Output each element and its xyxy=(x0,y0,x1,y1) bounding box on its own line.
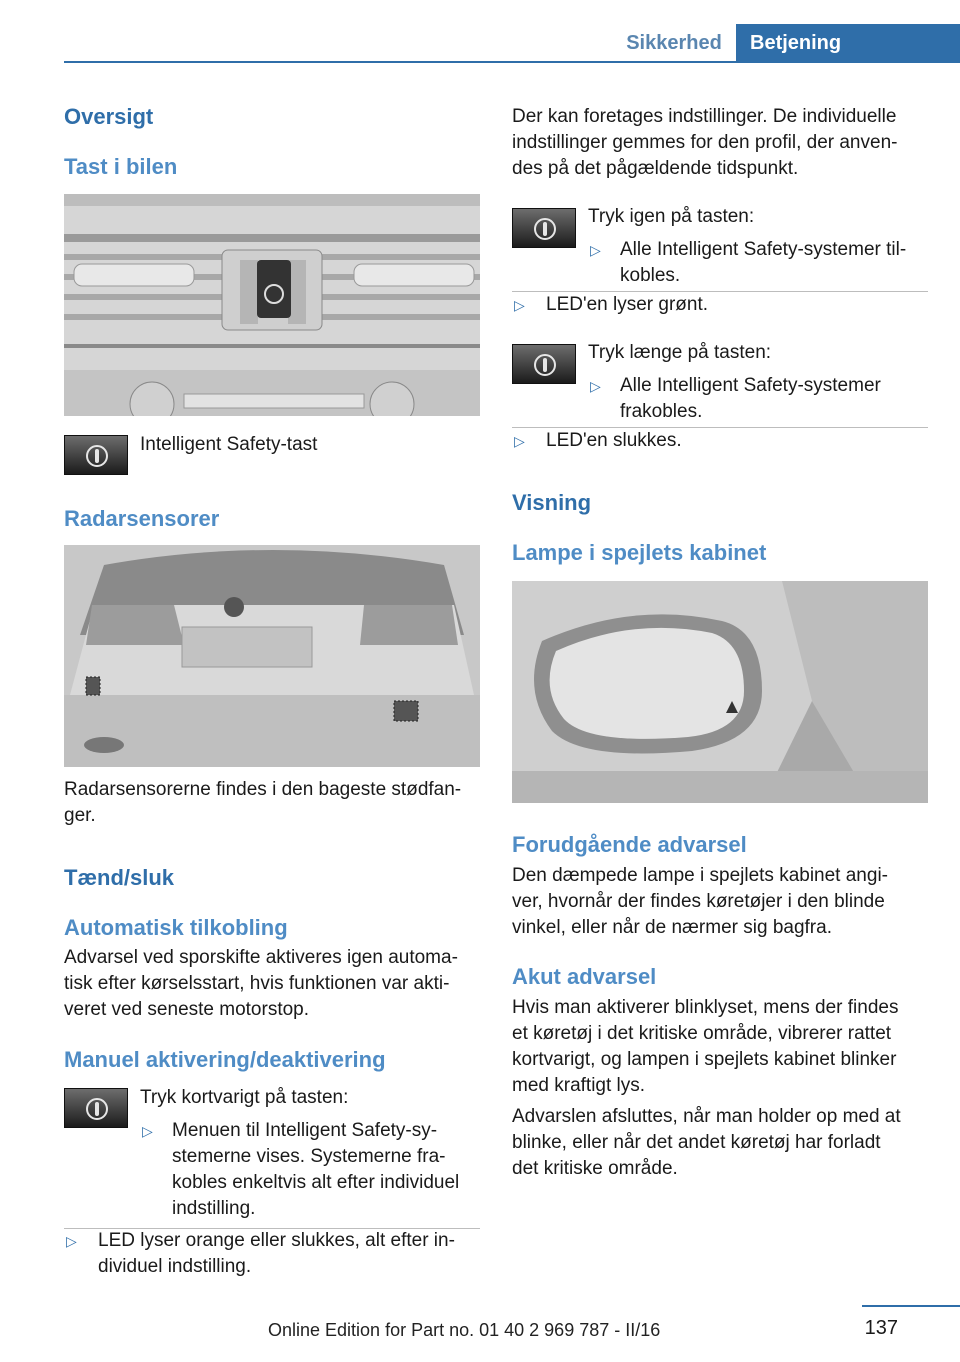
heading-radarsensorer: Radarsensorer xyxy=(64,506,220,531)
bullet-triangle-icon: ▷ xyxy=(514,433,525,449)
button-caption: Intelligent Safety-tast xyxy=(140,434,318,455)
heading-visning: Visning xyxy=(512,490,592,515)
heading-forudgaaende: Forudgående advarsel xyxy=(512,832,747,857)
intro-line-3: des på det pågældende tidspunkt. xyxy=(512,158,799,179)
intelligent-safety-button-icon xyxy=(64,435,128,475)
bullet-triangle-icon: ▷ xyxy=(590,378,601,394)
long-bullet-1-line-1: Alle Intelligent Safety-systemer xyxy=(620,375,881,396)
auto-text-line-2: tisk efter kørselsstart, hvis funktionen var akti- xyxy=(64,973,450,994)
heading-tast-i-bilen: Tast i bilen xyxy=(64,154,178,179)
forud-line-3: vinkel, eller når de nærmer sig bagfra. xyxy=(512,917,832,938)
long-bullet-2: LED'en slukkes. xyxy=(546,430,682,451)
heading-automatisk-tilkobling: Automatisk tilkobling xyxy=(64,915,288,940)
intelligent-safety-button-icon xyxy=(512,208,576,248)
bullet-triangle-icon: ▷ xyxy=(66,1233,77,1249)
akut-line-4: med kraftigt lys. xyxy=(512,1075,646,1096)
forud-line-1: Den dæmpede lampe i spejlets kabinet angi- xyxy=(512,865,888,886)
again-bullet-1-line-2: kobles. xyxy=(620,265,681,286)
press-again-text: Tryk igen på tasten: xyxy=(588,206,755,227)
manuel-press-text: Tryk kortvarigt på tasten: xyxy=(140,1087,349,1108)
intro-line-1: Der kan foretages indstillinger. De individuelle xyxy=(512,106,897,127)
tab-betjening[interactable]: Betjening xyxy=(736,24,960,62)
heading-taend-sluk: Tænd/sluk xyxy=(64,865,175,890)
radar-text-line-2: ger. xyxy=(64,805,96,826)
manuel-bullet-2-line-2: dividuel indstilling. xyxy=(98,1256,252,1277)
manuel-bullet-1-line-2: stemerne vises. Systemerne fra- xyxy=(172,1146,446,1167)
car-rear-radar-photo xyxy=(64,545,480,767)
again-bullet-2: LED'en lyser grønt. xyxy=(546,294,709,315)
bullet-triangle-icon: ▷ xyxy=(142,1123,153,1139)
auto-text-line-1: Advarsel ved sporskifte aktiveres igen automa- xyxy=(64,947,458,968)
bullet-triangle-icon: ▷ xyxy=(590,242,601,258)
long-bullet-1-line-2: frakobles. xyxy=(620,401,703,422)
auto-text-line-3: veret ved seneste motorstop. xyxy=(64,999,310,1020)
dashboard-button-photo xyxy=(64,194,480,416)
header-rule xyxy=(64,61,960,63)
again-bullet-1-line-1: Alle Intelligent Safety-systemer til- xyxy=(620,239,907,260)
press-long-text: Tryk længe på tasten: xyxy=(588,342,772,363)
intelligent-safety-button-icon xyxy=(512,344,576,384)
footer-edition: Online Edition for Part no. 01 40 2 969 787 - II/16 xyxy=(268,1320,661,1340)
manuel-bullet-2-line-1: LED lyser orange eller slukkes, alt efter in- xyxy=(98,1230,455,1251)
mirror-lamp-photo xyxy=(512,581,928,803)
footer-rule xyxy=(862,1305,960,1307)
akut-line-2: et køretøj i det kritiske område, vibrerer rattet xyxy=(512,1023,892,1044)
heading-lampe: Lampe i spejlets kabinet xyxy=(512,540,767,565)
manuel-bullet-1-line-3: kobles enkeltvis alt efter individuel xyxy=(172,1172,460,1193)
akut-line-3: kortvarigt, og lampen i spejlets kabinet blinker xyxy=(512,1049,897,1070)
intelligent-safety-button-icon xyxy=(64,1088,128,1128)
intro-line-2: indstillinger gemmes for den profil, der anven- xyxy=(512,132,898,153)
akut-line-5: Advarslen afsluttes, når man holder op med at xyxy=(512,1106,901,1127)
radar-text-line-1: Radarsensorerne findes i den bageste stødfan- xyxy=(64,779,462,800)
heading-manuel-aktivering: Manuel aktivering/deaktivering xyxy=(64,1047,386,1072)
forud-line-2: ver, hvornår der findes køretøjer i den blinde xyxy=(512,891,885,912)
akut-line-7: det kritiske område. xyxy=(512,1158,678,1179)
heading-akut: Akut advarsel xyxy=(512,964,657,989)
akut-line-6: blinke, eller når det andet køretøj har forladt xyxy=(512,1132,881,1153)
page-number: 137 xyxy=(864,1317,898,1339)
heading-oversigt: Oversigt xyxy=(64,104,154,129)
bullet-triangle-icon: ▷ xyxy=(514,297,525,313)
manuel-bullet-1-line-4: indstilling. xyxy=(172,1198,256,1219)
tab-sikkerhed[interactable]: Sikkerhed xyxy=(626,32,722,54)
akut-line-1: Hvis man aktiverer blinklyset, mens der findes xyxy=(512,997,899,1018)
manuel-bullet-1-line-1: Menuen til Intelligent Safety-sy- xyxy=(172,1120,438,1141)
